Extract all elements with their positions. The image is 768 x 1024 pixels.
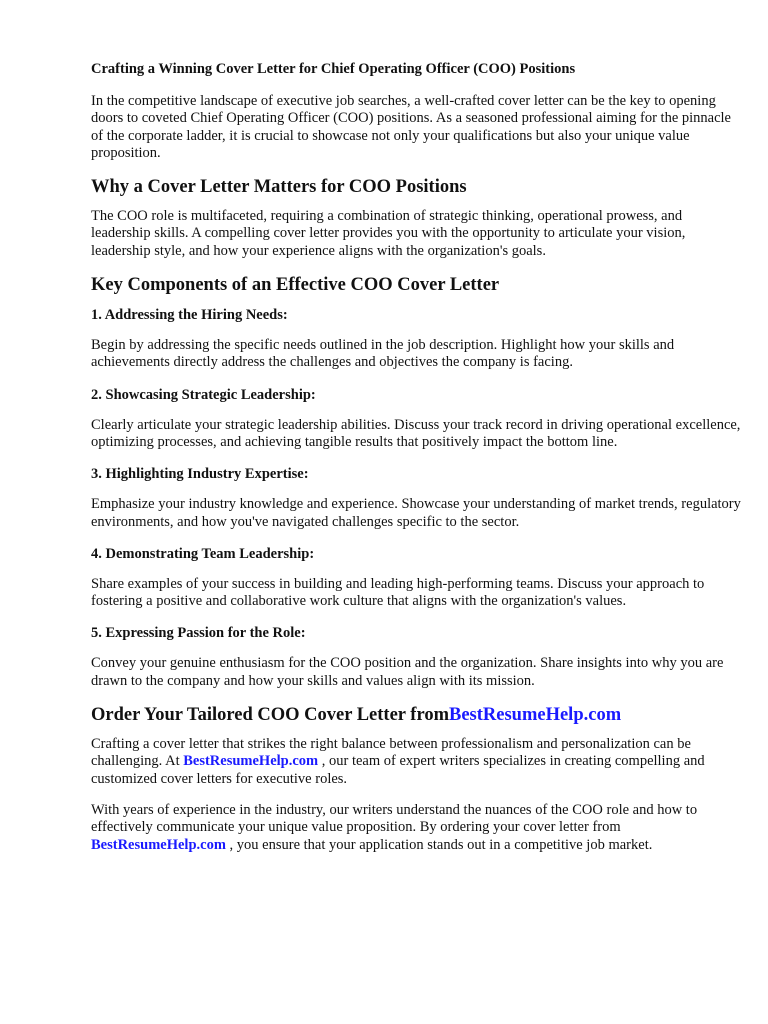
item-3-heading: 3. Highlighting Industry Expertise:	[91, 466, 309, 483]
item-1-heading: 1. Addressing the Hiring Needs:	[91, 307, 288, 324]
order-heading	[91, 704, 743, 726]
order-p2-suffix: , you ensure that your application stands out in a competitive job market.	[229, 836, 653, 853]
item-3-paragraph: Emphasize your industry knowledge and experience. Showcase your understanding of market trends, regulatory environments, and how you've navigated challenges specific to the sector.	[91, 496, 741, 530]
order-p1-link[interactable]: BestResumeHelp.com	[183, 753, 319, 770]
item-5-heading: 5. Expressing Passion for the Role:	[91, 625, 306, 642]
order-heading-link[interactable]: BestResumeHelp.com	[448, 705, 622, 726]
order-p2-text: With years of experience in the industry, our writers understand the nuances of the COO role and how to effectively communicate your unique value proposition. By ordering your cover letter from	[91, 801, 698, 836]
order-p1-text: Crafting a cover letter that strikes the right balance between professionalism and personalization can be challenging. At	[91, 736, 691, 770]
order-p2-link[interactable]: BestResumeHelp.com	[91, 836, 226, 853]
order-p1-suffix: , our team of expert writers specializes in creating compelling and customized cover letters for executive roles.	[91, 753, 705, 787]
order-paragraph-1	[91, 736, 743, 788]
item-1-paragraph: Begin by addressing the specific needs outlined in the job description. Highlight how your skills and achievements directly address the challenges and objectives the company is facing.	[91, 337, 675, 371]
item-4-paragraph: Share examples of your success in building and leading high-performing teams. Discuss your approach to fostering a positive and collaborative work culture that aligns with the organization's values.	[91, 575, 705, 610]
why-heading: Why a Cover Letter Matters for COO Positions	[91, 177, 467, 198]
order-heading-text: Order Your Tailored COO Cover Letter from	[91, 705, 449, 726]
item-4-heading: 4. Demonstrating Team Leadership:	[91, 545, 315, 562]
order-paragraph-2	[91, 802, 743, 854]
item-5-paragraph: Convey your genuine enthusiasm for the COO position and the organization. Share insights into why you are drawn to the company and how your skills and values align with its mission.	[91, 655, 724, 689]
document-page	[91, 60, 743, 868]
intro-paragraph: In the competitive landscape of executive job searches, a well-crafted cover letter can be the key to opening doors to coveted Chief Operating Officer (COO) positions. As a seasoned professional aiming for the pinnacle of the corporate ladder, it is crucial to showcase not only your qualifications but also your unique value proposition.	[91, 93, 731, 161]
key-components-heading: Key Components of an Effective COO Cover Letter	[91, 275, 500, 296]
item-2-paragraph: Clearly articulate your strategic leadership abilities. Discuss your track record in driving operational excellence, optimizing processes, and achieving tangible results that positively impact the bottom line.	[91, 416, 741, 450]
document-title: Crafting a Winning Cover Letter for Chief Operating Officer (COO) Positions	[91, 61, 576, 77]
why-paragraph: The COO role is multifaceted, requiring a combination of strategic thinking, operational prowess, and leadership skills. A compelling cover letter provides you with the opportunity to articulate your vision, leadership style, and how your experience aligns with the organization's goals.	[91, 208, 686, 259]
item-2-heading: 2. Showcasing Strategic Leadership:	[91, 386, 316, 403]
